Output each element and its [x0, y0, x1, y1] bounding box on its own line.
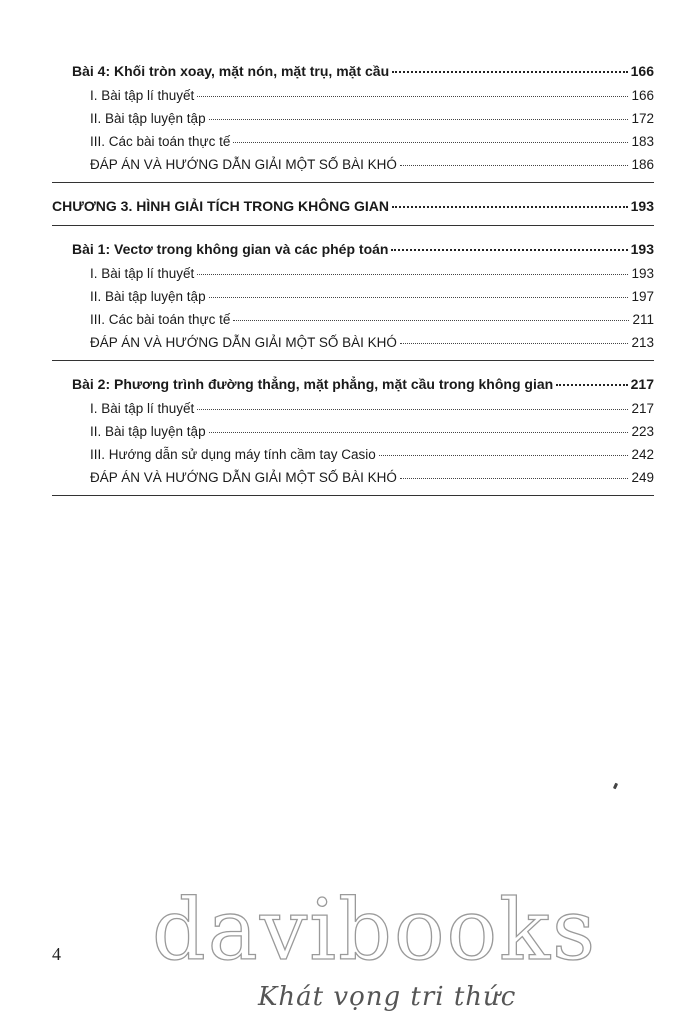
leader-dots [556, 376, 627, 386]
toc-lesson-row[interactable] [52, 371, 654, 397]
toc-entry-title: ĐÁP ÁN VÀ HƯỚNG DẪN GIẢI MỘT SỐ BÀI KHÓ [90, 157, 397, 172]
leader-dots [392, 63, 628, 73]
toc-entry-page: 211 [632, 312, 654, 327]
toc-entry-page: 166 [631, 88, 654, 103]
toc-item-row[interactable] [52, 84, 654, 107]
toc-entry-page: 193 [630, 241, 654, 257]
toc-entry-title: III. Các bài toán thực tế [90, 312, 231, 327]
toc-item-row[interactable] [52, 262, 654, 285]
toc-entry-page: 183 [631, 134, 654, 149]
leader-dots [209, 289, 629, 298]
leader-dots [400, 157, 629, 166]
toc-entry-title: ĐÁP ÁN VÀ HƯỚNG DẪN GIẢI MỘT SỐ BÀI KHÓ [90, 335, 397, 350]
toc-lesson-row[interactable] [52, 58, 654, 84]
toc-lesson-row[interactable] [52, 236, 654, 262]
toc-item-row[interactable] [52, 107, 654, 130]
toc-entry-title: I. Bài tập lí thuyết [90, 401, 195, 416]
toc-section-bai-2 [52, 371, 654, 496]
toc-entry-page: 217 [631, 401, 654, 416]
toc-item-row[interactable] [52, 153, 654, 176]
toc-entry-page: 193 [631, 266, 654, 281]
leader-dots [209, 111, 629, 120]
scan-speck [613, 783, 618, 790]
toc-entry-page: 242 [631, 447, 654, 462]
leader-dots [209, 424, 629, 433]
leader-dots [400, 470, 629, 479]
watermark-tagline: Khát vọng tri thức [258, 982, 517, 1012]
toc-entry-title: II. Bài tập luyện tập [90, 111, 206, 126]
toc-entry-page: 223 [631, 424, 654, 439]
toc-entry-page: 166 [630, 63, 654, 79]
toc-item-row[interactable] [52, 308, 654, 331]
page-number: 4 [52, 944, 61, 964]
toc-item-row[interactable] [52, 420, 654, 443]
toc-entry-page: 213 [631, 335, 654, 350]
watermark-logo: davibooks [152, 881, 598, 979]
toc-entry-title: III. Hướng dẫn sử dụng máy tính cầm tay Casio [90, 447, 376, 462]
leader-dots [197, 266, 628, 275]
toc-entry-title: Bài 4: Khối tròn xoay, mặt nón, mặt trụ, mặt cầu [72, 63, 390, 79]
leader-dots [233, 312, 629, 321]
leader-dots [391, 241, 627, 251]
toc-entry-title: ĐÁP ÁN VÀ HƯỚNG DẪN GIẢI MỘT SỐ BÀI KHÓ [90, 470, 397, 485]
toc-item-row[interactable] [52, 331, 654, 354]
table-of-contents [52, 58, 654, 506]
toc-entry-page: 217 [630, 376, 654, 392]
toc-entry-title: I. Bài tập lí thuyết [90, 88, 195, 103]
toc-item-row[interactable] [52, 285, 654, 308]
toc-entry-title: I. Bài tập lí thuyết [90, 266, 195, 281]
toc-entry-page: 193 [630, 198, 654, 214]
leader-dots [379, 447, 629, 456]
toc-entry-page: 197 [631, 289, 654, 304]
toc-entry-title: CHƯƠNG 3. HÌNH GIẢI TÍCH TRONG KHÔNG GIAN [52, 198, 390, 214]
leader-dots [233, 134, 628, 143]
toc-section-chuong-3 [52, 193, 654, 226]
toc-entry-title: III. Các bài toán thực tế [90, 134, 231, 149]
toc-item-row[interactable] [52, 397, 654, 420]
leader-dots [392, 198, 628, 208]
leader-dots [400, 335, 629, 344]
toc-entry-title: Bài 2: Phương trình đường thẳng, mặt phẳng, mặt cầu trong không gian [72, 376, 554, 392]
toc-entry-page: 249 [631, 470, 654, 485]
toc-entry-title: II. Bài tập luyện tập [90, 424, 206, 439]
toc-entry-page: 186 [631, 157, 654, 172]
toc-chapter-row[interactable] [52, 193, 654, 219]
toc-section-bai-1 [52, 236, 654, 361]
toc-section-bai-4 [52, 58, 654, 183]
leader-dots [197, 401, 628, 410]
toc-item-row[interactable] [52, 443, 654, 466]
toc-item-row[interactable] [52, 466, 654, 489]
leader-dots [197, 88, 628, 97]
toc-item-row[interactable] [52, 130, 654, 153]
toc-entry-page: 172 [631, 111, 654, 126]
toc-entry-title: II. Bài tập luyện tập [90, 289, 206, 304]
toc-entry-title: Bài 1: Vectơ trong không gian và các phép toán [72, 241, 389, 257]
